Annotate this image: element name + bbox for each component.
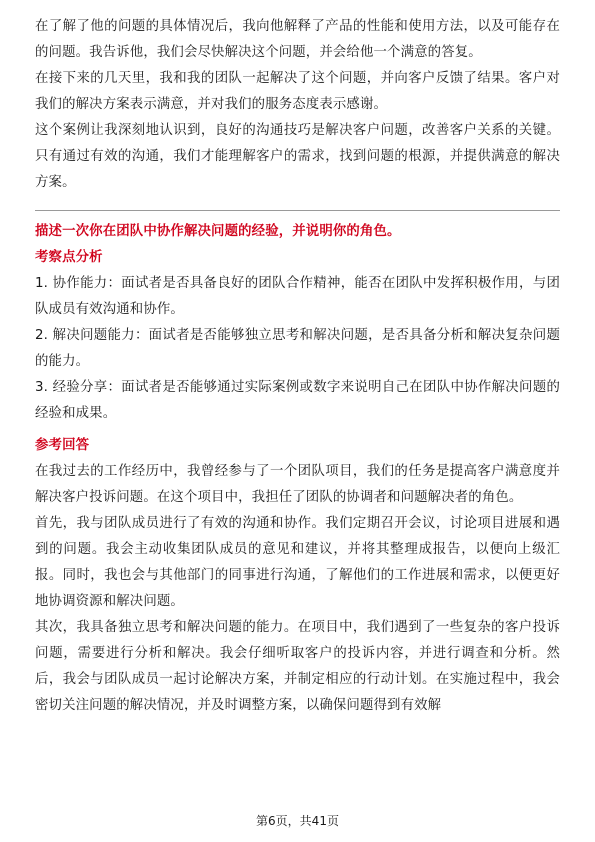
analysis-item: 1. 协作能力：面试者是否具备良好的团队合作精神，能否在团队中发挥积极作用，与团队成员有效沟通和协作。 [35, 276, 560, 317]
answer-paragraph: 首先，我与团队成员进行了有效的沟通和协作。我们定期召开会议，讨论项目进展和遇到的问题。我会主动收集团队成员的意见和建议，并将其整理成报告，以便向上级汇报。同时，我也会与其他部门的同事进行沟通，了解他们的工作进展和需求，以便更好地协调资源和解决问题。 [35, 516, 560, 609]
intro-paragraph: 在了解了他的问题的具体情况后，我向他解释了产品的性能和使用方法，以及可能存在的问题。我告诉他，我们会尽快解决这个问题，并会给他一个满意的答复。 [35, 19, 560, 60]
question-heading: 描述一次你在团队中协作解决问题的经验，并说明你的角色。 [35, 224, 401, 239]
section-divider [35, 210, 560, 211]
answer-paragraph: 在我过去的工作经历中，我曾经参与了一个团队项目，我们的任务是提高客户满意度并解决客户投诉问题。在这个项目中，我担任了团队的协调者和问题解决者的角色。 [35, 464, 560, 505]
answer-paragraph: 其次，我具备独立思考和解决问题的能力。在项目中，我们遇到了一些复杂的客户投诉问题，需要进行分析和解决。我会仔细听取客户的投诉内容，并进行调查和分析。然后，我会与团队成员一起讨论解决方案，并制定相应的行动计划。在实施过程中，我会密切关注问题的解决情况，并及时调整方案，以确保问题得到有效解 [35, 620, 560, 713]
analysis-item: 2. 解决问题能力：面试者是否能够独立思考和解决问题，是否具备分析和解决复杂问题的能力。 [35, 328, 560, 369]
document-page [35, 14, 560, 719]
answer-title: 参考回答 [35, 438, 90, 453]
page-number-footer: 第6页，共41页 [256, 814, 339, 828]
analysis-item: 3. 经验分享：面试者是否能够通过实际案例或数字来说明自己在团队中协作解决问题的经验和成果。 [35, 380, 560, 421]
intro-paragraph: 这个案例让我深刻地认识到，良好的沟通技巧是解决客户问题，改善客户关系的关键。只有通过有效的沟通，我们才能理解客户的需求，找到问题的根源，并提供满意的解决方案。 [35, 123, 560, 190]
analysis-title: 考察点分析 [35, 250, 103, 265]
intro-paragraph: 在接下来的几天里，我和我的团队一起解决了这个问题，并向客户反馈了结果。客户对我们的解决方案表示满意，并对我们的服务态度表示感谢。 [35, 71, 560, 112]
